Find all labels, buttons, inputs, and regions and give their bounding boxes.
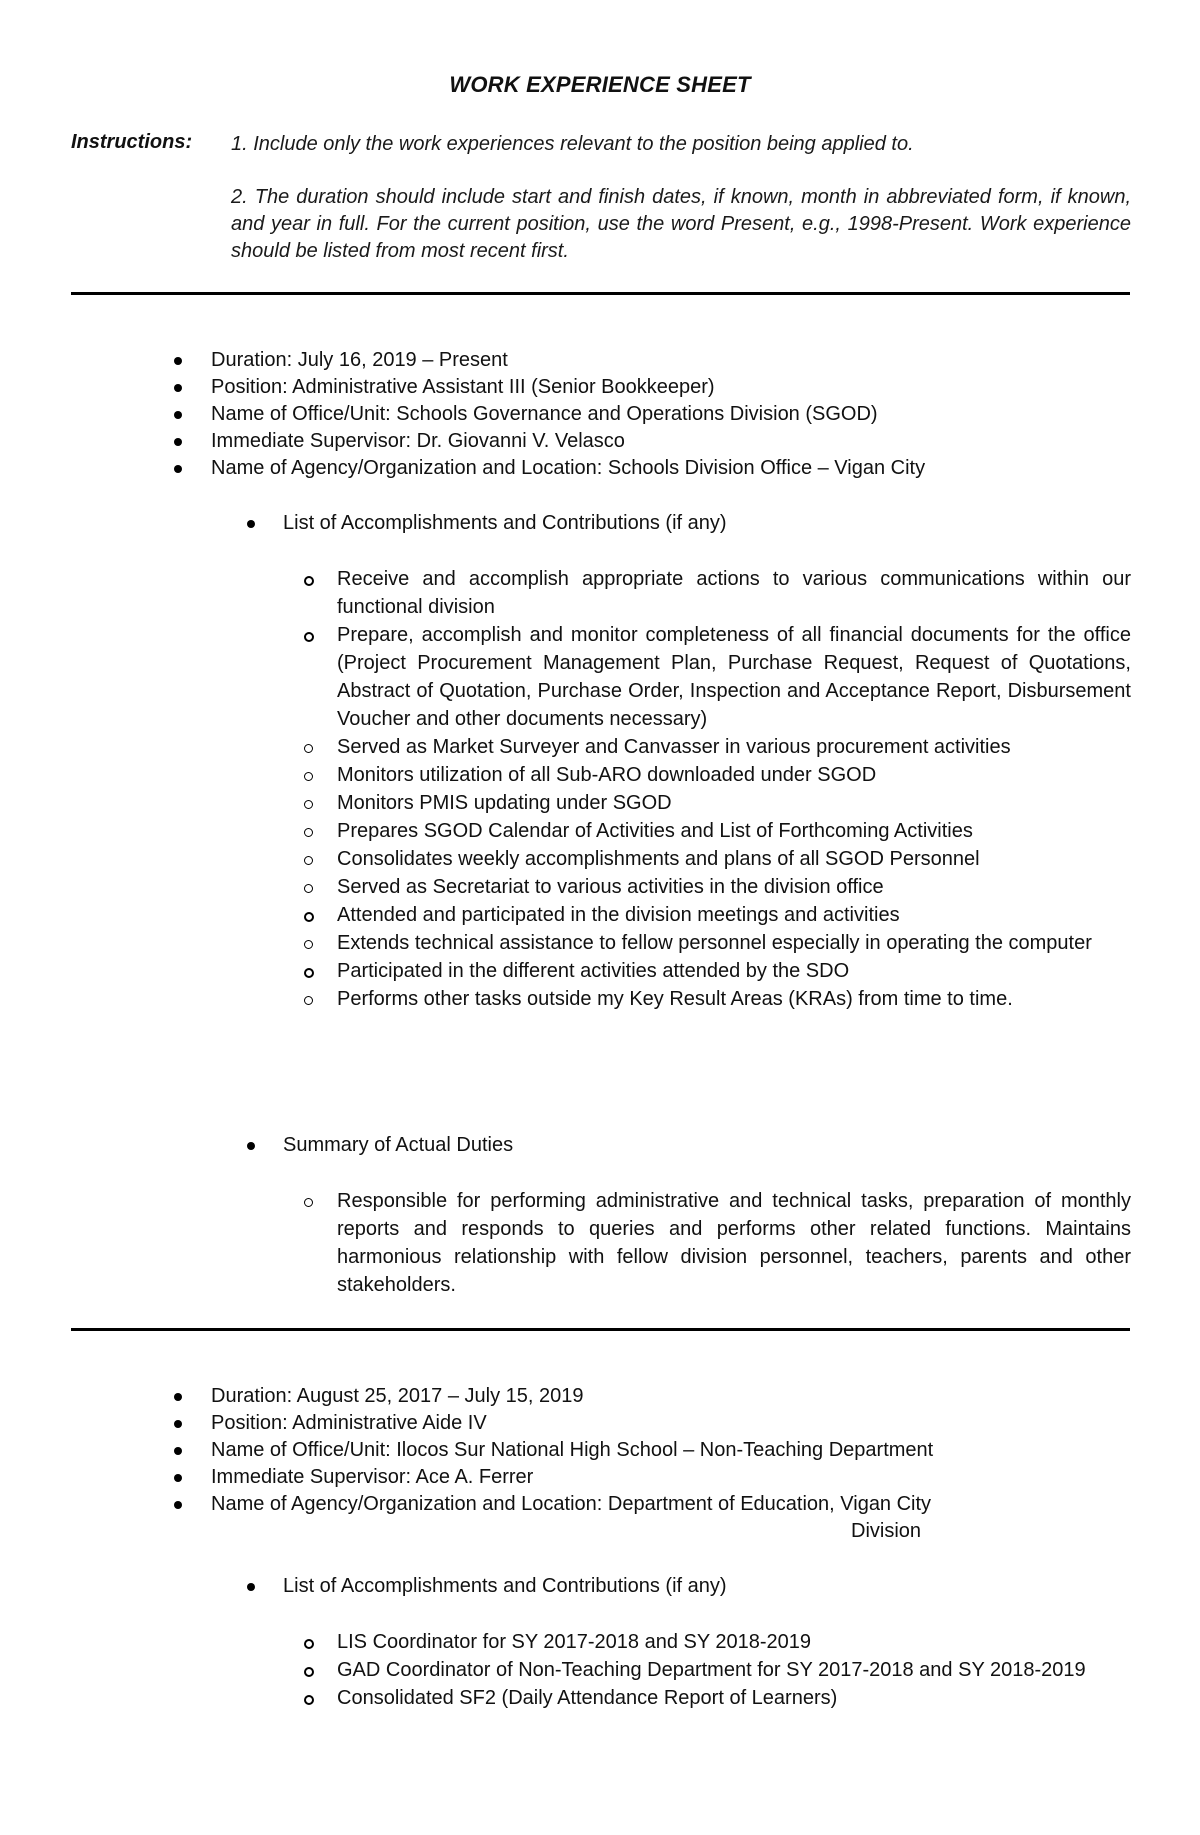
entry-2-accomplishments-heading: List of Accomplishments and Contributions (if any) [242, 1573, 727, 1600]
section-divider [71, 292, 1130, 295]
entry-2-supervisor: Immediate Supervisor: Ace A. Ferrer [171, 1464, 1131, 1491]
list-item: Served as Secretariat to various activities in the division office [300, 873, 1131, 901]
list-item: Consolidated SF2 (Daily Attendance Report of Learners) [300, 1684, 1131, 1712]
circle-bullet-icon [304, 912, 314, 922]
bullet-icon [174, 465, 182, 473]
entry-2-details [171, 1383, 1131, 1545]
list-item: Participated in the different activities attended by the SDO [300, 957, 1131, 985]
bullet-icon [174, 1420, 182, 1428]
bullet-icon [174, 357, 182, 365]
bullet-icon [174, 438, 182, 446]
entry-2-agency-continuation: Division [851, 1520, 922, 1542]
entry-1-agency: Name of Agency/Organization and Location: Schools Division Office – Vigan City [171, 455, 1131, 482]
entry-1-accomplishments-heading: List of Accomplishments and Contributions (if any) [242, 510, 727, 537]
circle-bullet-icon [304, 1198, 313, 1207]
circle-bullet-icon [304, 800, 313, 809]
circle-bullet-icon [304, 1695, 314, 1705]
circle-bullet-icon [304, 772, 313, 781]
bullet-icon [247, 1583, 255, 1591]
bullet-icon [174, 1501, 182, 1509]
circle-bullet-icon [304, 856, 313, 865]
circle-bullet-icon [304, 884, 313, 893]
entry-2-office: Name of Office/Unit: Ilocos Sur National High School – Non-Teaching Department [171, 1437, 1131, 1464]
circle-bullet-icon [304, 576, 314, 586]
list-item: Extends technical assistance to fellow personnel especially in operating the computer [300, 929, 1131, 957]
bullet-icon [247, 1142, 255, 1150]
list-item: Attended and participated in the division meetings and activities [300, 901, 1131, 929]
page-title: WORK EXPERIENCE SHEET [449, 72, 751, 97]
list-item: Monitors utilization of all Sub-ARO downloaded under SGOD [300, 761, 1131, 789]
list-item: Responsible for performing administrative and technical tasks, preparation of monthly reports and responds to queries and performs other related functions. Maintains harmonious relationship with fellow division personnel, teachers, parents and other stakeholders. [300, 1187, 1131, 1299]
entry-1-office: Name of Office/Unit: Schools Governance and Operations Division (SGOD) [171, 401, 1131, 428]
circle-bullet-icon [304, 968, 314, 978]
list-item: Performs other tasks outside my Key Result Areas (KRAs) from time to time. [300, 985, 1131, 1013]
bullet-icon [174, 1474, 182, 1482]
circle-bullet-icon [304, 1639, 314, 1649]
entry-1-position: Position: Administrative Assistant III (Senior Bookkeeper) [171, 374, 1131, 401]
entry-1-duration: Duration: July 16, 2019 – Present [171, 347, 1131, 374]
circle-bullet-icon [304, 828, 313, 837]
entry-1-supervisor: Immediate Supervisor: Dr. Giovanni V. Velasco [171, 428, 1131, 455]
list-item: LIS Coordinator for SY 2017-2018 and SY 2018-2019 [300, 1628, 1131, 1656]
bullet-icon [174, 1393, 182, 1401]
bullet-icon [174, 384, 182, 392]
entry-2-accomplishments [300, 1628, 1131, 1712]
entry-1-accomplishments [300, 565, 1131, 1013]
instructions-label: Instructions: [71, 131, 193, 153]
instruction-item-1: 1. Include only the work experiences relevant to the position being applied to. [231, 133, 914, 155]
instruction-item-2: 2. The duration should include start and finish dates, if known, month in abbreviated form, if known, and year in full. For the current position, use the word Present, e.g., 1998-Present. Work experience should be listed from most recent first. [231, 186, 1131, 262]
entry-1-duties-heading-list [242, 1132, 513, 1159]
circle-bullet-icon [304, 996, 313, 1005]
list-item: Prepares SGOD Calendar of Activities and List of Forthcoming Activities [300, 817, 1131, 845]
bullet-icon [247, 520, 255, 528]
circle-bullet-icon [304, 632, 314, 642]
list-item: Receive and accomplish appropriate actions to various communications within our functional division [300, 565, 1131, 621]
section-divider [71, 1328, 1130, 1331]
list-item: Consolidates weekly accomplishments and plans of all SGOD Personnel [300, 845, 1131, 873]
bullet-icon [174, 411, 182, 419]
bullet-icon [174, 1447, 182, 1455]
entry-1-duties-heading: Summary of Actual Duties [242, 1132, 513, 1159]
list-item: Prepare, accomplish and monitor completeness of all financial documents for the office (Project Procurement Management Plan, Purchase Request, Request of Quotations, Abstract of Quotation, Purchase Order, Inspection and Acceptance Report, Disbursement Voucher and other documents necessary) [300, 621, 1131, 733]
entry-1-details [171, 347, 1131, 482]
list-item: GAD Coordinator of Non-Teaching Department for SY 2017-2018 and SY 2018-2019 [300, 1656, 1131, 1684]
entry-2-agency: Name of Agency/Organization and Location: Department of Education, Vigan City Division [171, 1491, 1131, 1545]
entry-1-duties [300, 1187, 1131, 1299]
list-item: Monitors PMIS updating under SGOD [300, 789, 1131, 817]
circle-bullet-icon [304, 744, 313, 753]
circle-bullet-icon [304, 1667, 314, 1677]
entry-2-position: Position: Administrative Aide IV [171, 1410, 1131, 1437]
circle-bullet-icon [304, 940, 313, 949]
list-item: Served as Market Surveyer and Canvasser in various procurement activities [300, 733, 1131, 761]
entry-2-accomplishments-heading-list [242, 1573, 727, 1600]
entry-1-accomplishments-heading-list [242, 510, 727, 537]
entry-2-duration: Duration: August 25, 2017 – July 15, 2019 [171, 1383, 1131, 1410]
